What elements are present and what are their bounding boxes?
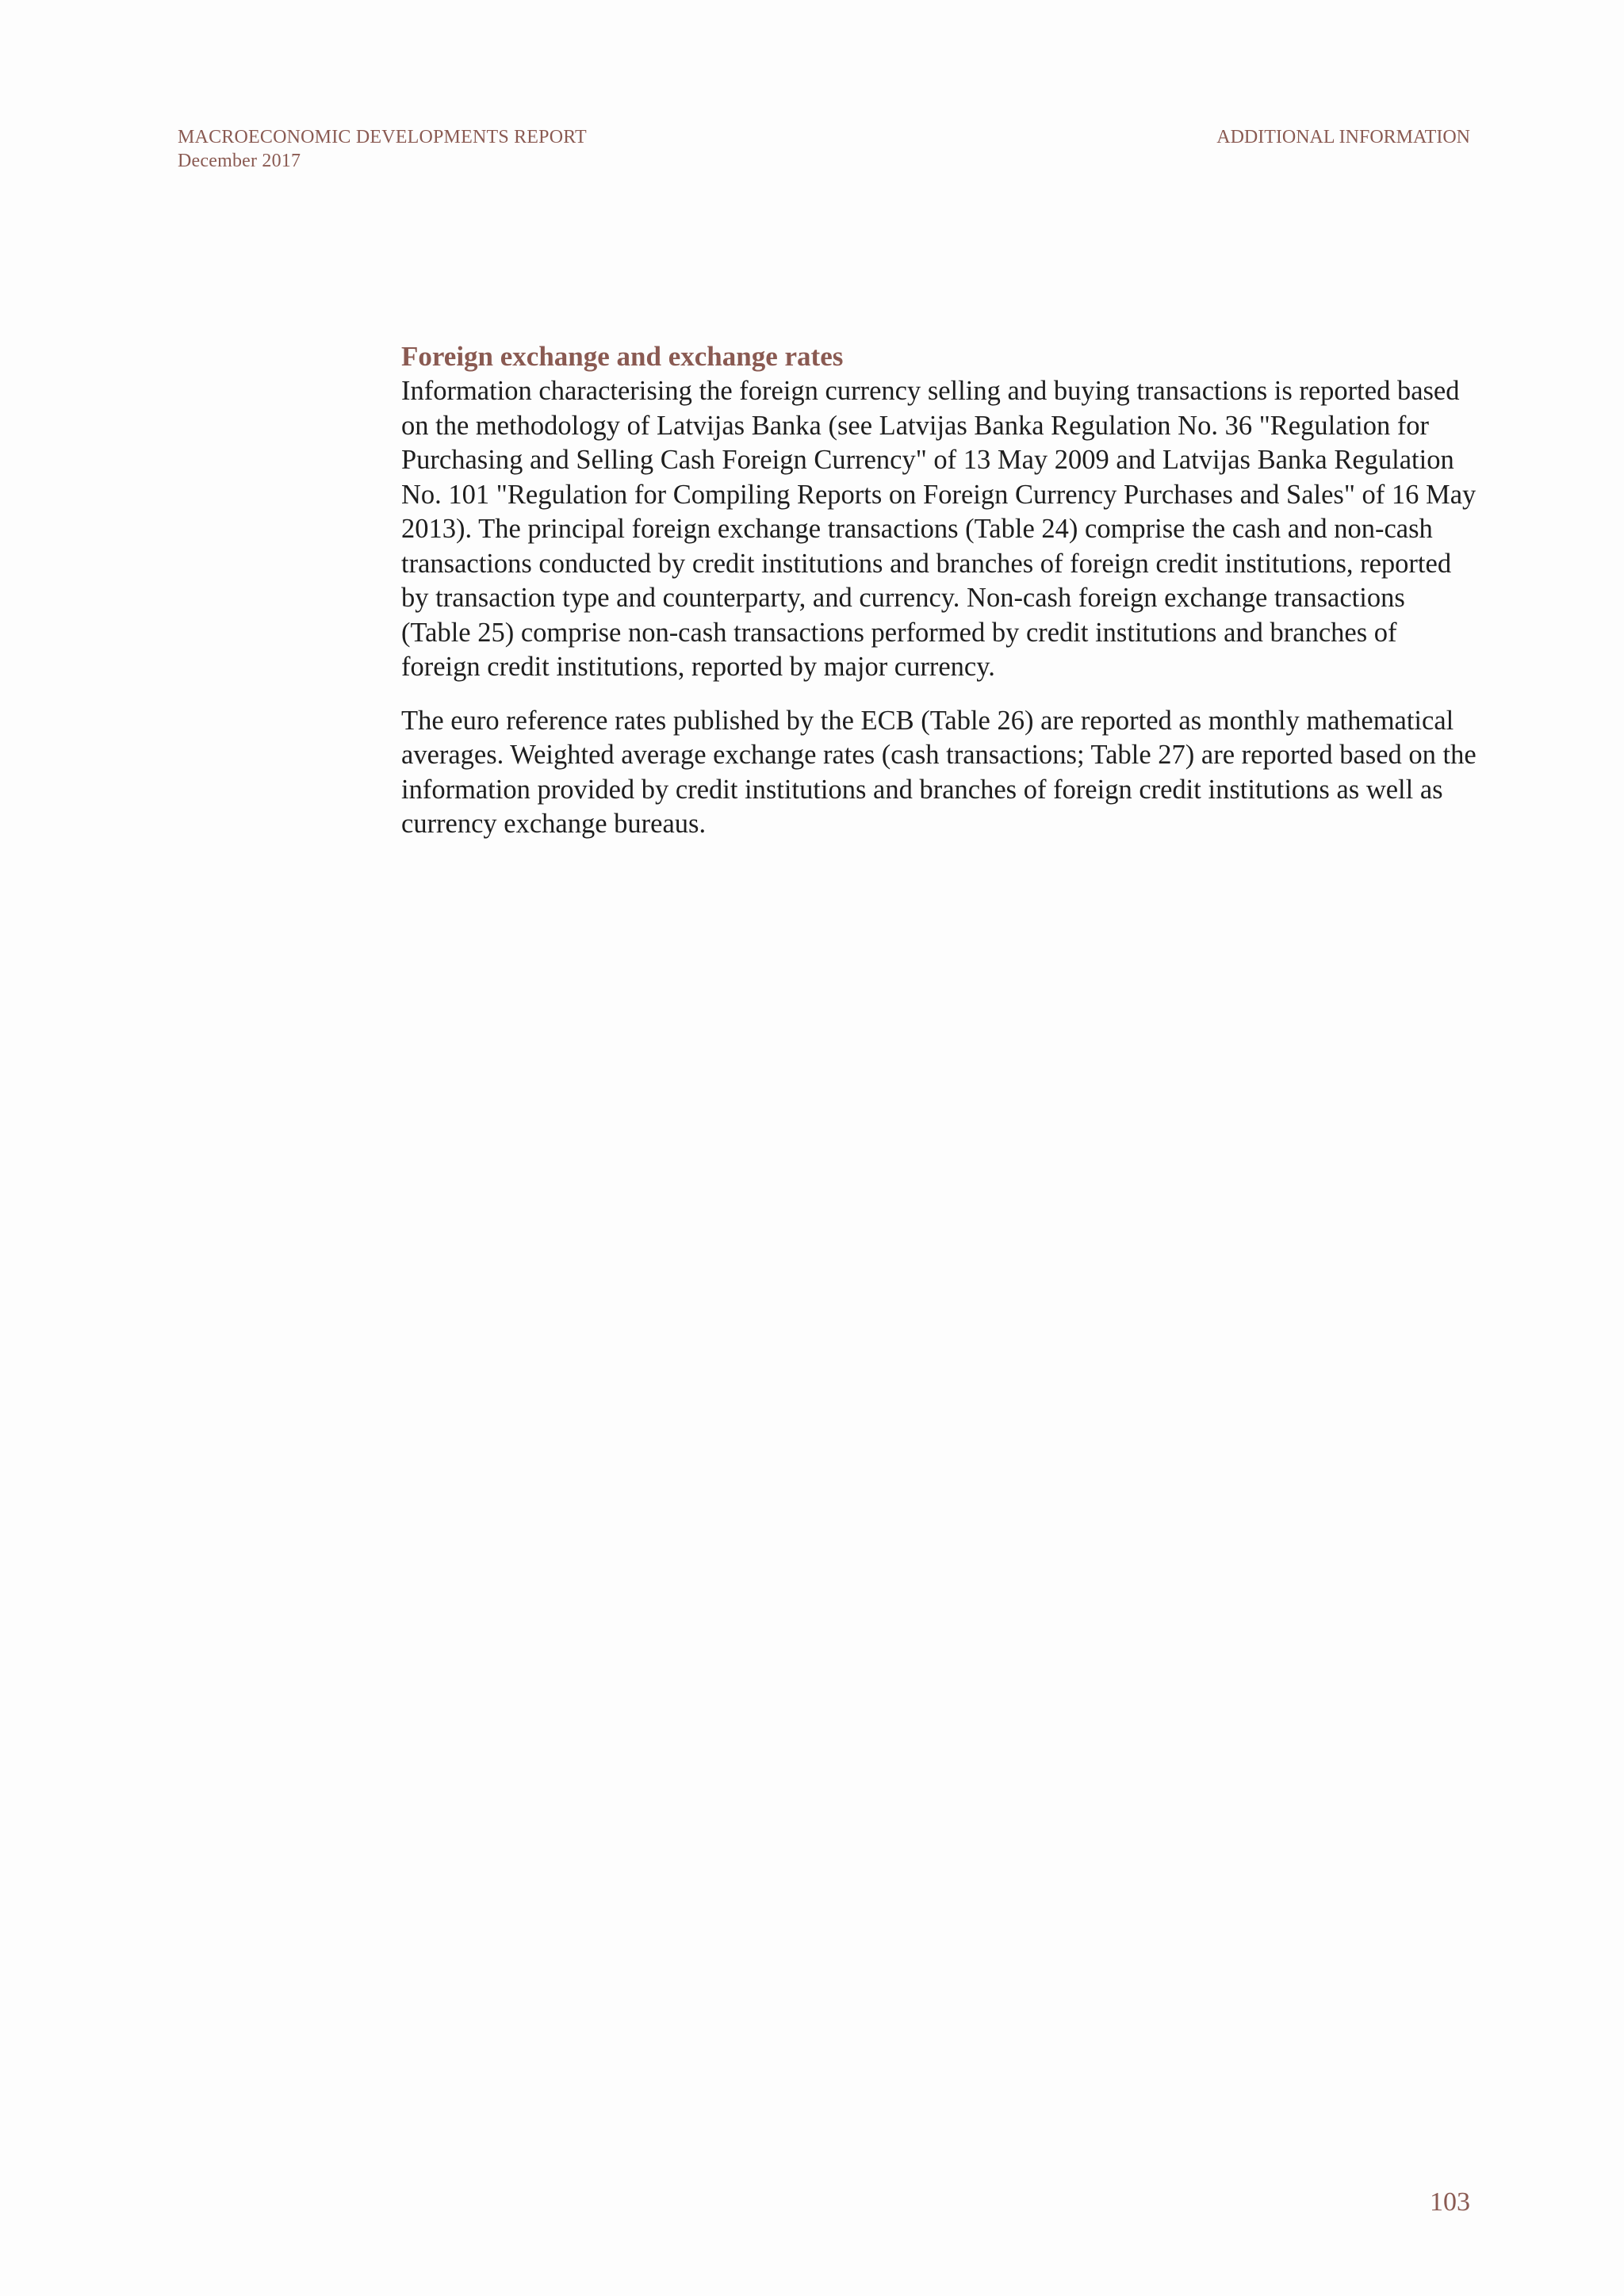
running-header: [178, 125, 587, 173]
report-title: MACROECONOMIC DEVELOPMENTS REPORT: [178, 127, 587, 147]
main-content: [401, 339, 1480, 842]
report-date: December 2017: [178, 151, 301, 171]
section-header: ADDITIONAL INFORMATION: [1216, 127, 1470, 147]
paragraph-2: The euro reference rates published by the ECB (Table 26) are reported as monthly mathematical averages. Weighted average exchange rates (cash transactions; Table 27) are reported based on the information provided by credit institutions and branches of foreign credit institutions as well as currency exchange bureaus.: [401, 705, 1477, 839]
paragraph-1: Information characterising the foreign currency selling and buying transactions is reported based on the methodology of Latvijas Banka (see Latvijas Banka Regulation No. 36 "Regulation for Purchasing and Selling Cash Foreign Currency" of 13 May 2009 and Latvijas Banka Regulation No. 101 "Regulation for Compiling Reports on Foreign Currency Purchases and Sales" of 16 May 2013). The principal foreign exchange transactions (Table 24) comprise the cash and non-cash transactions conducted by credit institutions and branches of foreign credit institutions, reported by transaction type and counterparty, and currency. Non-cash foreign exchange transactions (Table 25) comprise non-cash transactions performed by credit institutions and branches of foreign credit institutions, reported by major currency.: [401, 376, 1477, 682]
section-title: Foreign exchange and exchange rates: [401, 341, 844, 372]
page-number: 103: [1430, 2187, 1470, 2217]
